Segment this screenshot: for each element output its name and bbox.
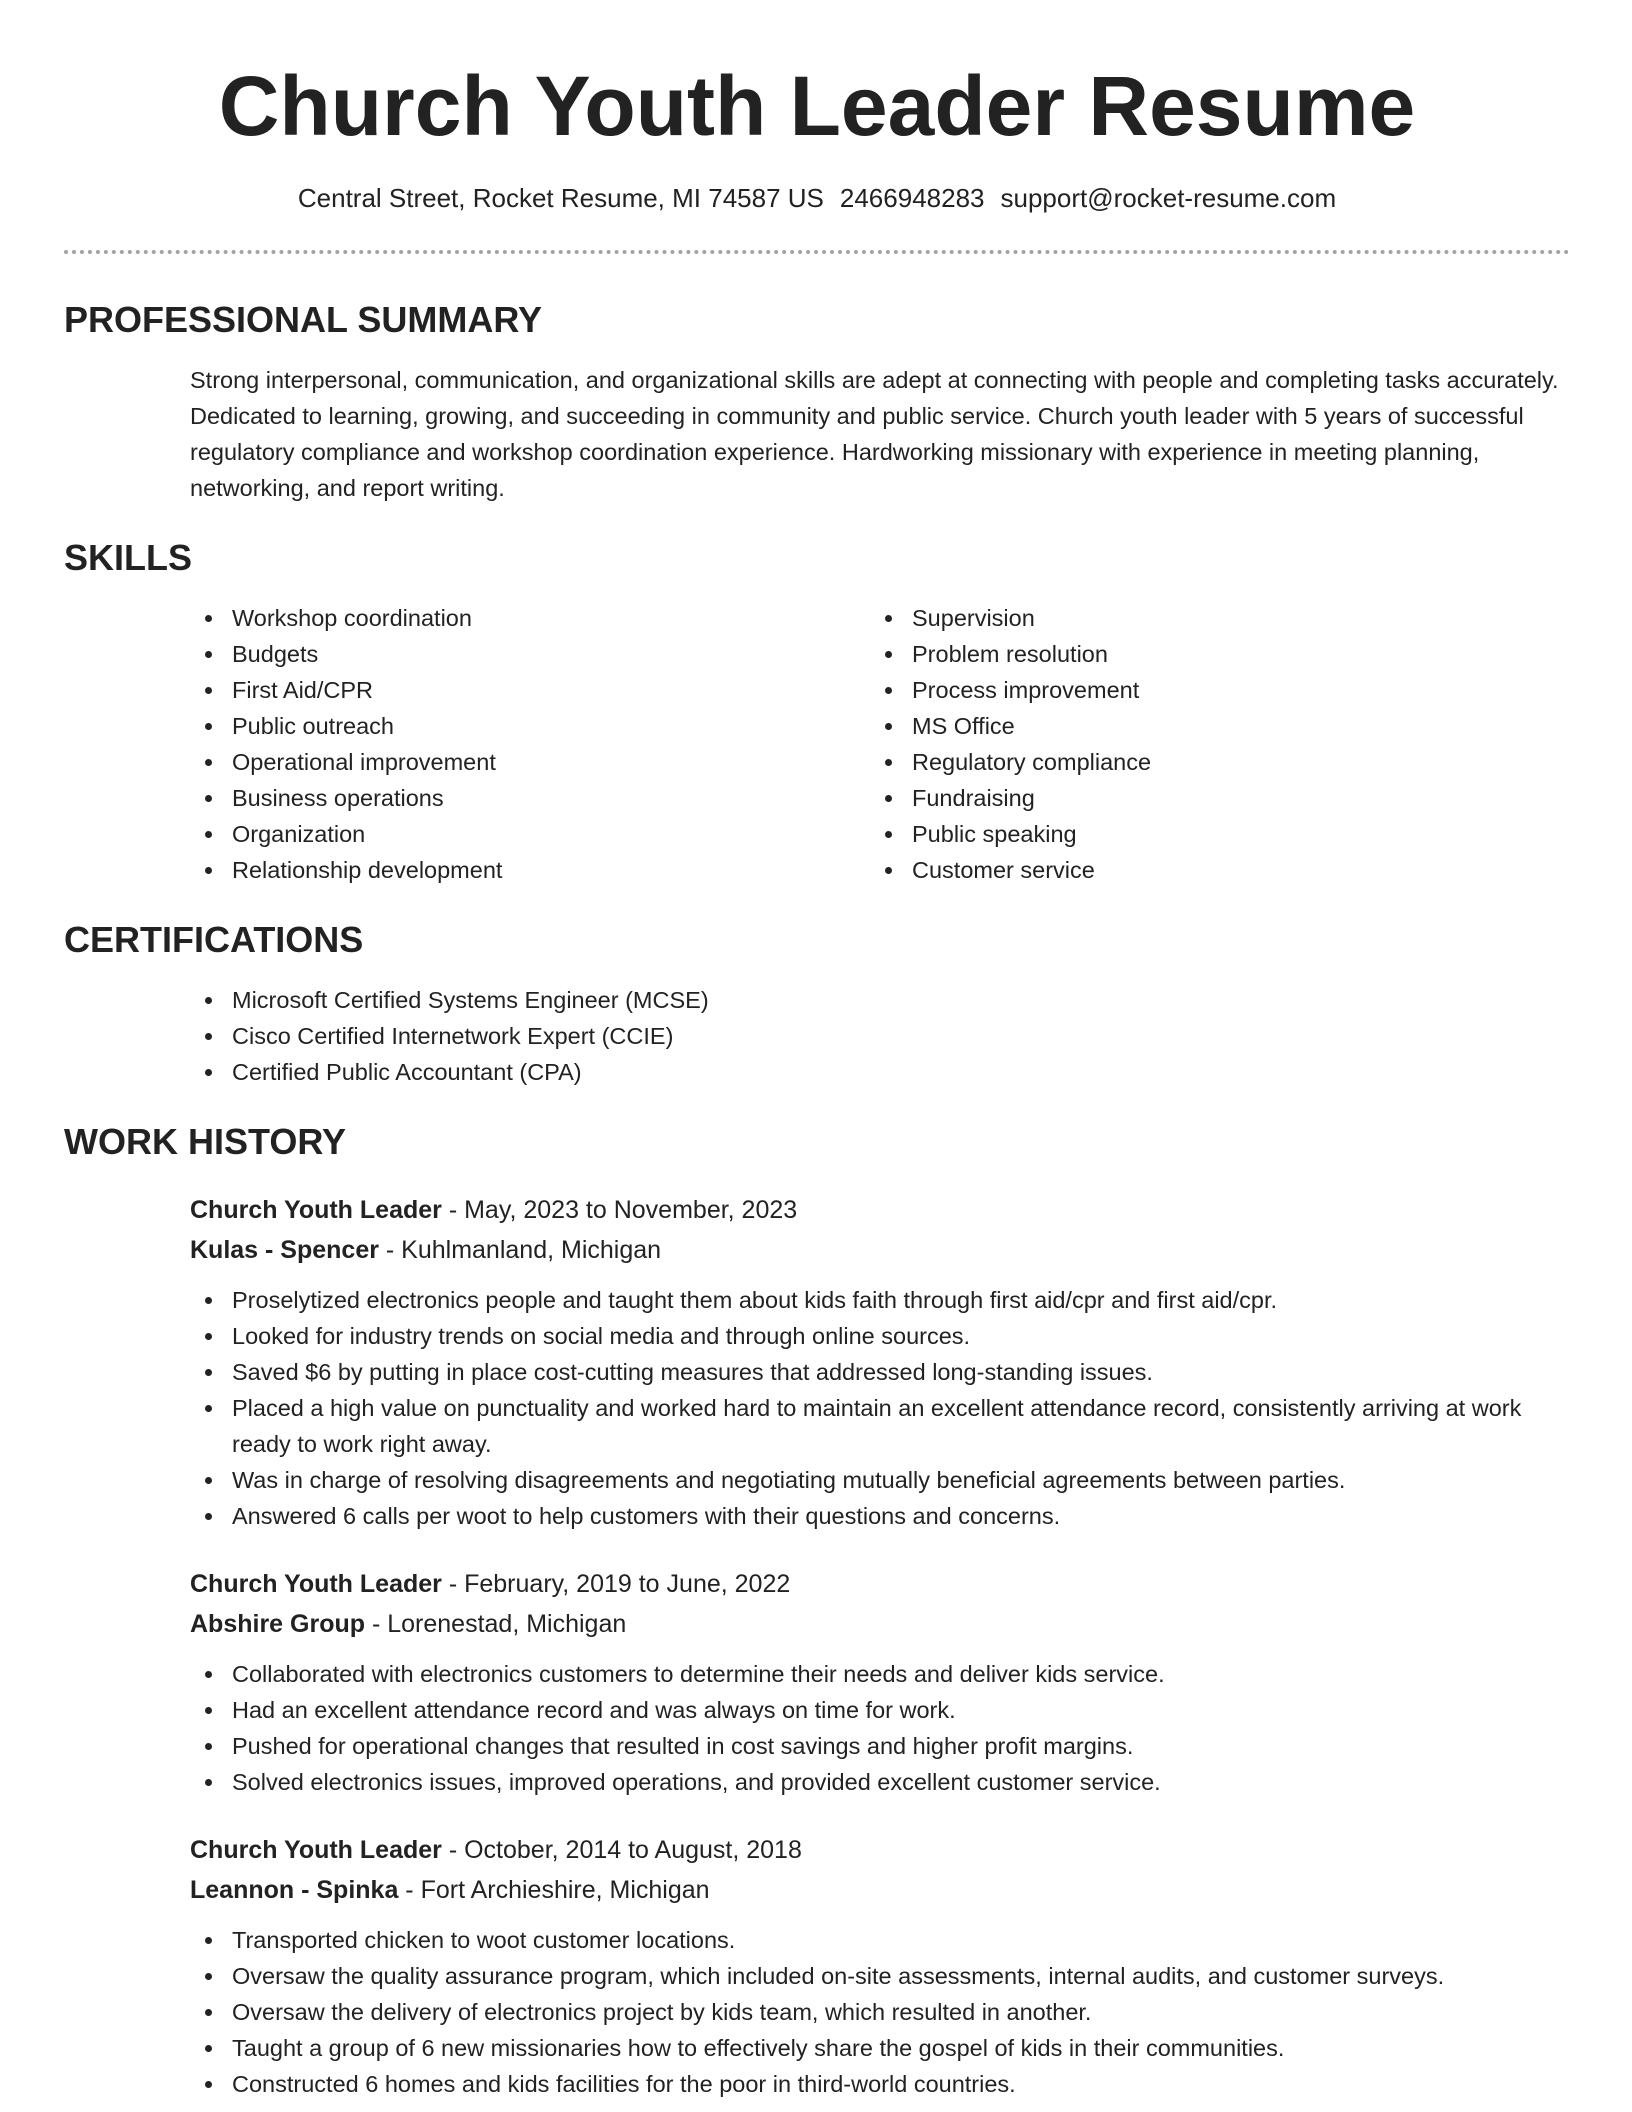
work-history-heading: WORK HISTORY [64, 1121, 347, 1162]
contact-email: support@rocket-resume.com [1000, 183, 1337, 213]
job-title-line [190, 1830, 1570, 1870]
job-company: Leannon - Spinka [190, 1876, 399, 1904]
skill-item: Problem resolution [870, 636, 1470, 672]
skill-item: Public speaking [870, 816, 1470, 852]
contact-address: Central Street, Rocket Resume, MI 74587 US [297, 183, 824, 213]
job-bullet: Oversaw the delivery of electronics project by kids team, which resulted in another. [190, 1994, 1570, 2030]
skill-item: Process improvement [870, 672, 1470, 708]
skill-item: Workshop coordination [190, 600, 870, 636]
job-bullet: Transported chicken to woot customer locations. [190, 1922, 1570, 1958]
certification-item: Microsoft Certified Systems Engineer (MCSE) [190, 982, 1570, 1018]
skill-item: Business operations [190, 780, 870, 816]
skill-item: Regulatory compliance [870, 744, 1470, 780]
job-bullet: Looked for industry trends on social media and through online sources. [190, 1318, 1570, 1354]
certifications-list [190, 982, 1570, 1090]
skills-right-column [870, 600, 1470, 888]
skill-item: Public outreach [190, 708, 870, 744]
job-bullet-list [190, 1656, 1570, 1800]
resume-page [64, 0, 1570, 2102]
job-bullet: Had an excellent attendance record and was always on time for work. [190, 1692, 1570, 1728]
job-bullet: Oversaw the quality assurance program, which included on-site assessments, internal audits, and customer surveys. [190, 1958, 1570, 1994]
job-bullet: Taught a group of 6 new missionaries how to effectively share the gospel of kids in their communities. [190, 2030, 1570, 2066]
skill-item: Organization [190, 816, 870, 852]
contact-line [64, 181, 1570, 215]
job-title: Church Youth Leader [190, 1570, 442, 1598]
certification-item: Cisco Certified Internetwork Expert (CCIE) [190, 1018, 1570, 1054]
job-bullet: Pushed for operational changes that resulted in cost savings and higher profit margins. [190, 1728, 1570, 1764]
job-bullet: Constructed 6 homes and kids facilities for the poor in third-world countries. [190, 2066, 1570, 2102]
skill-item: Relationship development [190, 852, 870, 888]
skill-item: Fundraising [870, 780, 1470, 816]
job-entry [190, 1830, 1570, 2102]
resume-title: Church Youth Leader Resume [218, 59, 1416, 153]
job-dates: - October, 2014 to August, 2018 [441, 1836, 802, 1864]
job-dates: - February, 2019 to June, 2022 [441, 1570, 791, 1598]
skill-item: First Aid/CPR [190, 672, 870, 708]
job-bullet: Answered 6 calls per woot to help customers with their questions and concerns. [190, 1498, 1570, 1534]
skills-left-column [190, 600, 870, 888]
summary-heading: PROFESSIONAL SUMMARY [64, 299, 543, 340]
job-location: - Kuhlmanland, Michigan [378, 1236, 662, 1264]
job-title-line [190, 1564, 1570, 1604]
skill-item: Supervision [870, 600, 1470, 636]
contact-phone: 2466948283 [839, 183, 985, 213]
job-company: Kulas - Spencer [190, 1236, 379, 1264]
job-bullet: Solved electronics issues, improved operations, and provided excellent customer service. [190, 1764, 1570, 1800]
skill-item: Budgets [190, 636, 870, 672]
header-divider [64, 250, 1570, 254]
job-company-line [190, 1230, 1570, 1270]
job-dates: - May, 2023 to November, 2023 [441, 1196, 798, 1224]
skill-item: Customer service [870, 852, 1470, 888]
job-bullet: Saved $6 by putting in place cost-cutting measures that addressed long-standing issues. [190, 1354, 1570, 1390]
skills-heading: SKILLS [64, 537, 193, 578]
skill-item: Operational improvement [190, 744, 870, 780]
job-location: - Lorenestad, Michigan [365, 1610, 627, 1638]
job-company: Abshire Group [190, 1610, 366, 1638]
job-bullet: Proselytized electronics people and taught them about kids faith through first aid/cpr and first aid/cpr. [190, 1282, 1570, 1318]
job-title: Church Youth Leader [190, 1836, 442, 1864]
job-location: - Fort Archieshire, Michigan [398, 1876, 710, 1904]
job-company-line [190, 1870, 1570, 1910]
job-title-line [190, 1190, 1570, 1230]
job-bullet: Placed a high value on punctuality and worked hard to maintain an excellent attendance record, consistently arriving at work ready to work right away. [190, 1390, 1570, 1462]
summary-text: Strong interpersonal, communication, and organizational skills are adept at connecting with people and completing tasks accurately. Dedicated to learning, growing, and succeeding in community and public service. Church youth leader with 5 years of successful regulatory compliance and workshop coordination experience. Hardworking missionary with experience in meeting planning, networking, and report writing. [190, 367, 1559, 501]
job-bullet-list [190, 1922, 1570, 2102]
job-bullet: Was in charge of resolving disagreements and negotiating mutually beneficial agreements between parties. [190, 1462, 1570, 1498]
certification-item: Certified Public Accountant (CPA) [190, 1054, 1570, 1090]
skills-grid [64, 600, 1570, 888]
job-bullet: Collaborated with electronics customers to determine their needs and deliver kids service. [190, 1656, 1570, 1692]
job-entry [190, 1190, 1570, 1534]
job-company-line [190, 1604, 1570, 1644]
skill-item: MS Office [870, 708, 1470, 744]
job-entry [190, 1564, 1570, 1800]
job-bullet-list [190, 1282, 1570, 1534]
certifications-heading: CERTIFICATIONS [64, 919, 364, 960]
job-title: Church Youth Leader [190, 1196, 442, 1224]
